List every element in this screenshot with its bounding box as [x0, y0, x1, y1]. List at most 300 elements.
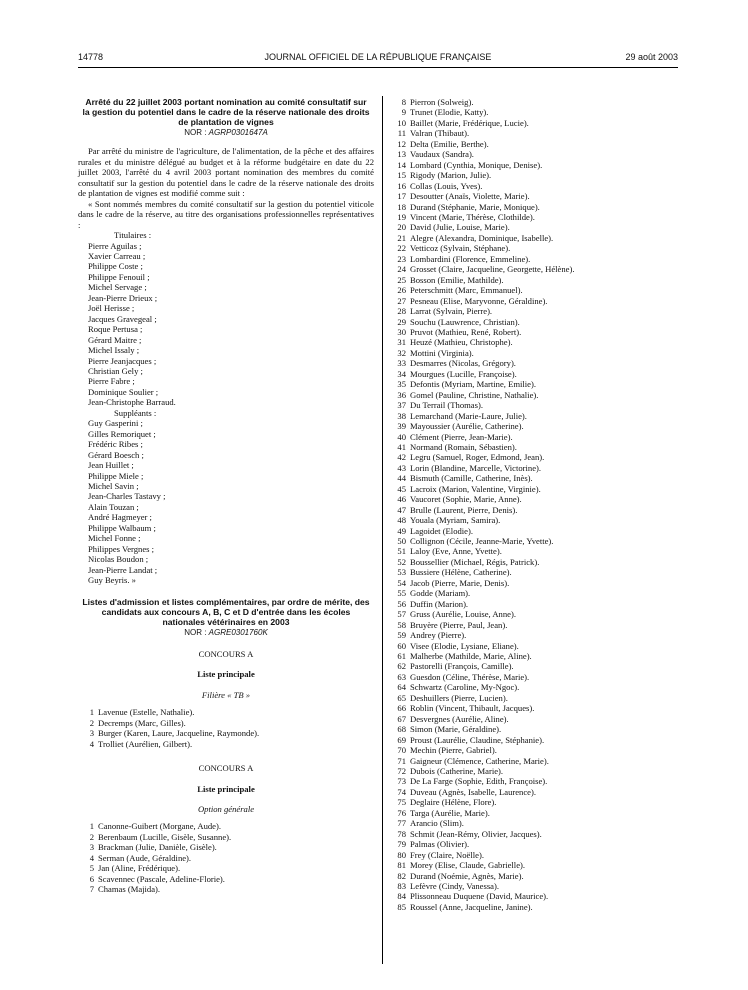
rank-number: 47 — [397, 504, 406, 515]
rank-number: 77 — [397, 818, 406, 829]
rank-number: 22 — [397, 243, 406, 254]
rank-number: 4 — [89, 852, 94, 863]
rank-number: 32 — [397, 347, 406, 358]
concours-heading: CONCOURS A — [198, 763, 254, 774]
candidate-name: Lemarchand (Marie-Laure, Julie). — [410, 410, 527, 421]
rank-number: 67 — [397, 713, 406, 724]
rank-number: 19 — [397, 211, 406, 222]
candidate-entry — [390, 609, 686, 619]
rank-number: 24 — [397, 264, 406, 275]
rank-number: 68 — [397, 724, 406, 735]
member-name: Gilles Remoriquet ; — [88, 428, 156, 439]
candidate-name: Visee (Elodie, Lysiane, Eliane). — [410, 640, 519, 651]
member-name: Jean-Pierre Landat ; — [88, 564, 158, 575]
candidate-name: Frey (Claire, Noëlle). — [410, 849, 484, 860]
candidate-entry — [390, 599, 686, 609]
candidate-entry — [390, 850, 686, 860]
candidate-entry — [390, 421, 686, 431]
candidate-entry — [390, 118, 686, 128]
issue-date: 29 août 2003 — [625, 52, 678, 62]
rank-number: 8 — [401, 97, 406, 107]
candidate-entry — [390, 128, 686, 138]
candidate-entry — [390, 369, 686, 379]
candidate-name: Bosson (Emilie, Mathilde). — [410, 274, 504, 285]
member-name: Joël Herisse ; — [88, 303, 135, 314]
nor-code: AGRP0301647A — [208, 128, 268, 137]
candidate-name: Chamas (Majida). — [98, 884, 161, 895]
candidate-name: Burger (Karen, Laure, Jacqueline, Raymonde). — [98, 728, 260, 739]
candidate-name: Roblin (Vincent, Thibault, Jacques). — [410, 703, 535, 714]
candidate-entry — [390, 473, 686, 483]
rank-number: 46 — [397, 494, 406, 505]
candidate-entry — [390, 463, 686, 473]
candidate-entry — [390, 515, 686, 525]
rank-number: 30 — [397, 326, 406, 337]
candidate-name: Schwartz (Caroline, My-Ngoc). — [410, 682, 520, 693]
candidate-entry — [390, 881, 686, 891]
candidate-name: Deshuillers (Pierre, Lucien). — [410, 692, 508, 703]
rank-number: 55 — [397, 588, 406, 599]
candidate-name: Durand (Noémie, Agnès, Marie). — [410, 870, 524, 881]
candidate-entry — [390, 243, 686, 253]
rank-number: 2 — [89, 717, 94, 728]
candidate-entry — [390, 839, 686, 849]
rank-number: 50 — [397, 536, 406, 547]
candidate-name: Larrat (Sylvain, Pierre). — [410, 306, 493, 317]
candidate-name: Vaudaux (Sandra). — [410, 149, 474, 160]
rank-number: 45 — [397, 483, 406, 494]
member-name: Michel Servage ; — [88, 282, 147, 293]
candidate-name: Pesneau (Elise, Maryvonne, Géraldine). — [410, 295, 548, 306]
rank-number: 29 — [397, 316, 406, 327]
candidate-name: Vaucoret (Sophie, Marie, Anne). — [410, 494, 522, 505]
candidate-entry — [78, 832, 374, 842]
candidate-entry — [390, 641, 686, 651]
candidate-name: Lombardini (Florence, Emmeline). — [410, 253, 531, 264]
candidate-entry — [390, 891, 686, 901]
candidate-entry — [390, 390, 686, 400]
rank-number: 21 — [397, 232, 406, 243]
liste-principale-heading: Liste principale — [197, 669, 255, 680]
candidate-name: Grosset (Claire, Jacqueline, Georgette, Hélène). — [410, 264, 575, 275]
candidate-name: Roussel (Anne, Jacqueline, Janine). — [410, 901, 533, 912]
candidate-entry — [390, 202, 686, 212]
candidate-name: Peterschmitt (Marc, Emmanuel). — [410, 285, 523, 296]
candidate-entry — [390, 442, 686, 452]
member-name: Guy Beyris. » — [88, 575, 136, 586]
candidate-name: Alegre (Alexandra, Dominique, Isabelle). — [410, 232, 554, 243]
candidate-name: Vetticoz (Sylvain, Stéphane). — [410, 243, 511, 254]
member-name: Christian Gely ; — [88, 365, 143, 376]
candidate-name: Palmas (Olivier). — [410, 839, 470, 850]
candidate-name: Jan (Aline, Frédérique). — [98, 863, 181, 874]
member-name: Alain Touzan ; — [88, 501, 139, 512]
candidate-name: Targa (Aurélie, Marie). — [410, 807, 490, 818]
rank-number: 73 — [397, 776, 406, 787]
nor-reference — [78, 128, 374, 138]
liste-principale-heading: Liste principale — [197, 783, 255, 794]
member-name: Gérard Maitre ; — [88, 334, 142, 345]
candidate-entry — [390, 306, 686, 316]
rank-number: 34 — [397, 368, 406, 379]
rank-number: 17 — [397, 191, 406, 202]
candidate-entry — [390, 275, 686, 285]
option-heading: Option générale — [197, 804, 255, 815]
candidate-name: Gruss (Aurélie, Louise, Anne). — [410, 609, 516, 620]
candidate-name: Mourgues (Lucille, Françoise). — [410, 368, 517, 379]
candidate-entry — [390, 714, 686, 724]
rank-number: 62 — [397, 661, 406, 672]
candidate-name: Defontis (Myriam, Martine, Emilie). — [410, 379, 537, 390]
candidate-name: Collas (Louis, Yves). — [410, 180, 483, 191]
candidate-entry — [390, 170, 686, 180]
member-name: Philippe Coste ; — [88, 261, 143, 272]
candidate-name: Decremps (Marc, Gilles). — [98, 717, 186, 728]
rank-number: 57 — [397, 609, 406, 620]
candidate-entry — [390, 630, 686, 640]
rank-number: 16 — [397, 180, 406, 191]
rank-number: 81 — [397, 860, 406, 871]
candidate-name: Boussellier (Michael, Régis, Patrick). — [410, 556, 540, 567]
member-name: Xavier Carreau ; — [88, 250, 146, 261]
candidate-entry — [390, 693, 686, 703]
rank-number: 64 — [397, 682, 406, 693]
rank-number: 1 — [89, 821, 94, 832]
left-column — [78, 97, 374, 895]
filiere-heading: Filière « TB » — [201, 689, 251, 700]
candidate-name: Bruyère (Pierre, Paul, Jean). — [410, 619, 508, 630]
member-name: Philippe Miele ; — [88, 470, 144, 481]
candidate-entry — [390, 337, 686, 347]
rank-number: 63 — [397, 671, 406, 682]
candidate-entry — [390, 348, 686, 358]
rank-number: 44 — [397, 473, 406, 484]
candidate-entry — [390, 107, 686, 117]
member-name: Jean Huillet ; — [88, 460, 134, 471]
candidate-entry — [390, 797, 686, 807]
rank-number: 1 — [89, 707, 94, 718]
candidate-entry — [390, 149, 686, 159]
rank-number: 79 — [397, 839, 406, 850]
candidate-name: Canonne-Guibert (Morgane, Aude). — [98, 821, 221, 832]
member-name: Jean-Pierre Drieux ; — [88, 292, 158, 303]
candidate-entry — [390, 724, 686, 734]
candidate-name: Bismuth (Camille, Catherine, Inès). — [410, 473, 533, 484]
candidate-entry — [390, 735, 686, 745]
candidate-name: Vincent (Marie, Thérèse, Clothilde). — [410, 211, 535, 222]
candidate-name: Bussiere (Hélène, Catherine). — [410, 567, 512, 578]
right-column — [390, 97, 686, 912]
candidate-entry — [390, 139, 686, 149]
candidate-name: Andrey (Pierre). — [410, 630, 467, 641]
candidate-entry — [390, 682, 686, 692]
candidate-entry — [390, 567, 686, 577]
candidate-name: Lacroix (Marion, Valentine, Virginie). — [410, 483, 541, 494]
rank-number: 3 — [89, 842, 94, 853]
candidate-name: Mayoussier (Aurélie, Catherine). — [410, 421, 524, 432]
candidate-entry — [390, 233, 686, 243]
candidate-entry — [390, 212, 686, 222]
candidate-name: Gomel (Pauline, Christine, Nathalie). — [410, 389, 539, 400]
candidate-name: Heuzé (Mathieu, Christophe). — [410, 337, 513, 348]
arrete-paragraph: Par arrêté du ministre de l'agriculture, de l'alimentation, de la pêche et des affaires rurales et du ministre délégué au budget et à la réforme budgétaire en date du 22 juillet 2003, l'arrêté du 4 avril 2003 portant nomination des membres du comité consultatif sur la gestion du potentiel dans le cadre de la réserve nationale des droits de plantation de vignes est modifié comme suit : — [78, 146, 374, 199]
candidate-entry — [390, 181, 686, 191]
member-name: Michel Savin ; — [88, 480, 139, 491]
rank-number: 33 — [397, 358, 406, 369]
member-name: Philippes Vergnes ; — [88, 543, 155, 554]
candidate-name: Dubois (Catherine, Marie). — [410, 766, 504, 776]
rank-number: 54 — [397, 577, 406, 588]
rank-number: 69 — [397, 734, 406, 745]
candidate-name: Du Terrail (Thomas). — [410, 400, 483, 411]
candidate-entry — [78, 707, 374, 717]
candidate-name: Brulle (Laurent, Pierre, Denis). — [410, 504, 518, 515]
rank-number: 58 — [397, 619, 406, 630]
candidate-entry — [390, 411, 686, 421]
candidate-name: Duffin (Marion). — [410, 598, 469, 609]
candidate-entry — [390, 379, 686, 389]
candidate-name: Jacob (Pierre, Marie, Denis). — [410, 577, 510, 588]
candidate-name: Gaigneur (Clémence, Catherine, Marie). — [410, 755, 549, 766]
candidate-entry — [78, 842, 374, 852]
candidate-name: Morey (Elise, Claude, Gabrielle). — [410, 860, 526, 871]
candidate-entry — [390, 871, 686, 881]
candidate-entry — [390, 808, 686, 818]
candidate-entry — [390, 578, 686, 588]
rank-number: 56 — [397, 598, 406, 609]
rank-number: 74 — [397, 786, 406, 797]
candidate-entry — [390, 97, 686, 107]
nor-code: AGRE0301760K — [208, 628, 268, 638]
candidate-name: Trolliet (Aurélien, Gilbert). — [98, 738, 193, 749]
candidate-entry — [390, 787, 686, 797]
rank-number: 27 — [397, 295, 406, 306]
candidate-entry — [390, 620, 686, 630]
rank-number: 26 — [397, 285, 406, 296]
nor-reference — [78, 628, 374, 638]
option-generale-list-continued — [390, 97, 686, 912]
candidate-name: David (Julie, Louise, Marie). — [410, 222, 510, 233]
listes-title: Listes d'admission et listes complémentaires, par ordre de mérite, des candidats aux concours A, B, C et D d'entrée dans les écoles nationales vétérinaires en 2003 — [82, 597, 370, 628]
candidate-entry — [78, 718, 374, 728]
candidate-entry — [390, 327, 686, 337]
rank-number: 83 — [397, 880, 406, 891]
rank-number: 51 — [397, 546, 406, 557]
filiere-tb-list — [78, 707, 374, 749]
candidate-entry — [390, 285, 686, 295]
rank-number: 84 — [397, 891, 406, 902]
rank-number: 76 — [397, 807, 406, 818]
candidate-name: Berenbaum (Lucille, Gisèle, Susanne). — [98, 831, 232, 842]
rank-number: 7 — [89, 884, 94, 895]
candidate-entry — [390, 557, 686, 567]
running-header — [78, 52, 678, 66]
candidate-name: Pruvot (Mathieu, René, Robert). — [410, 326, 522, 337]
candidate-name: Desvergnes (Aurélie, Aline). — [410, 713, 509, 724]
candidate-entry — [390, 296, 686, 306]
rank-number: 14 — [397, 159, 406, 170]
candidate-name: Lavenue (Estelle, Nathalie). — [98, 707, 195, 718]
rank-number: 4 — [89, 738, 94, 749]
member-name: Jean-Christophe Barraud. — [88, 397, 176, 408]
candidate-entry — [78, 884, 374, 894]
arrete-paragraph: « Sont nommés membres du comité consultatif sur la gestion du potentiel viticole dans le cadre de la réserve, au titre des organisations professionnelles représentatives : — [78, 198, 374, 230]
rank-number: 70 — [397, 745, 406, 756]
candidate-entry — [390, 829, 686, 839]
candidate-name: Plissonneau Duquene (David, Maurice). — [410, 891, 549, 902]
nor-label: NOR : — [184, 628, 209, 638]
candidate-entry — [390, 400, 686, 410]
member-name: Michel Fonne ; — [88, 533, 141, 544]
candidate-name: Delta (Emilie, Berthe). — [410, 138, 489, 149]
column-divider — [382, 96, 383, 964]
candidate-name: De La Farge (Sophie, Edith, Françoise). — [410, 776, 548, 787]
rank-number: 39 — [397, 421, 406, 432]
rank-number: 35 — [397, 379, 406, 390]
candidate-entry — [390, 703, 686, 713]
titulaires-list — [78, 241, 374, 408]
candidate-entry — [390, 536, 686, 546]
candidate-entry — [390, 191, 686, 201]
candidate-name: Pastorelli (François, Camille). — [410, 661, 514, 672]
candidate-name: Lefèvre (Cindy, Vanessa). — [410, 880, 500, 891]
candidate-entry — [390, 317, 686, 327]
rank-number: 80 — [397, 849, 406, 860]
candidate-entry — [78, 863, 374, 873]
rank-number: 13 — [397, 149, 406, 160]
candidate-entry — [390, 264, 686, 274]
candidate-entry — [390, 902, 686, 912]
rank-number: 71 — [397, 755, 406, 766]
candidate-entry — [78, 874, 374, 884]
rank-number: 12 — [397, 138, 406, 149]
candidate-name: Baillet (Marie, Frédérique, Lucie). — [410, 117, 529, 128]
nor-label: NOR : — [184, 128, 209, 137]
rank-number: 3 — [89, 728, 94, 739]
member-name: Pierre Aguilas ; — [88, 240, 142, 251]
candidate-entry — [390, 505, 686, 515]
candidate-name: Godde (Mariam). — [410, 588, 471, 599]
candidate-name: Pierron (Solweig). — [410, 97, 474, 107]
candidate-entry — [78, 853, 374, 863]
rank-number: 59 — [397, 630, 406, 641]
rank-number: 40 — [397, 431, 406, 442]
candidate-name: Durand (Stéphanie, Marie, Monique). — [410, 201, 540, 212]
rank-number: 78 — [397, 828, 406, 839]
rank-number: 36 — [397, 389, 406, 400]
header-rule — [78, 67, 678, 68]
candidate-name: Malherbe (Mathilde, Marie, Aline). — [410, 651, 532, 662]
candidate-name: Deglaire (Hélène, Flore). — [410, 797, 497, 808]
suppleants-list — [78, 418, 374, 585]
rank-number: 15 — [397, 170, 406, 181]
suppleants-heading: Suppléants : — [114, 407, 157, 418]
journal-title: JOURNAL OFFICIEL DE LA RÉPUBLIQUE FRANÇAISE — [264, 52, 492, 62]
member-name: Roque Pertusa ; — [88, 324, 143, 335]
candidate-name: Souchu (Lauwrence, Christian). — [410, 316, 520, 327]
candidate-name: Arancio (Slim). — [410, 818, 464, 829]
candidate-entry — [390, 432, 686, 442]
rank-number: 61 — [397, 651, 406, 662]
member-name: Michel Issaly ; — [88, 345, 140, 356]
rank-number: 43 — [397, 462, 406, 473]
candidate-entry — [390, 766, 686, 776]
member-name: Nicolas Boudon ; — [88, 554, 149, 565]
rank-number: 66 — [397, 703, 406, 714]
candidate-entry — [390, 526, 686, 536]
rank-number: 25 — [397, 274, 406, 285]
candidate-entry — [78, 821, 374, 831]
candidate-entry — [390, 651, 686, 661]
candidate-entry — [390, 494, 686, 504]
candidate-entry — [390, 546, 686, 556]
candidate-entry — [390, 776, 686, 786]
candidate-entry — [78, 728, 374, 738]
member-name: Jean-Charles Tastavy ; — [88, 491, 166, 502]
rank-number: 53 — [397, 567, 406, 578]
candidate-entry — [390, 222, 686, 232]
rank-number: 23 — [397, 253, 406, 264]
rank-number: 41 — [397, 441, 406, 452]
candidate-name: Rigody (Marion, Julie). — [410, 170, 492, 181]
candidate-entry — [78, 739, 374, 749]
rank-number: 38 — [397, 410, 406, 421]
member-name: Dominique Soulier ; — [88, 386, 159, 397]
candidate-entry — [390, 672, 686, 682]
rank-number: 10 — [397, 117, 406, 128]
candidate-name: Lorin (Blandine, Marcelle, Victorine). — [410, 462, 542, 473]
candidate-name: Guesdon (Céline, Thérèse, Marie). — [410, 671, 530, 682]
rank-number: 72 — [397, 766, 406, 776]
rank-number: 18 — [397, 201, 406, 212]
member-name: Philippe Walbaum ; — [88, 522, 156, 533]
rank-number: 28 — [397, 306, 406, 317]
candidate-entry — [390, 358, 686, 368]
candidate-entry — [390, 452, 686, 462]
rank-number: 65 — [397, 692, 406, 703]
member-name: Philippe Fenouil ; — [88, 271, 150, 282]
rank-number: 42 — [397, 452, 406, 463]
candidate-name: Lagoidet (Elodie). — [410, 525, 473, 536]
rank-number: 60 — [397, 640, 406, 651]
candidate-name: Proust (Laurélie, Claudine, Stéphanie). — [410, 734, 545, 745]
rank-number: 48 — [397, 515, 406, 526]
rank-number: 75 — [397, 797, 406, 808]
member-name: Jacques Gravegeal ; — [88, 313, 157, 324]
member-name: Guy Gasperini ; — [88, 418, 143, 429]
rank-number: 31 — [397, 337, 406, 348]
rank-number: 52 — [397, 556, 406, 567]
titulaires-heading: Titulaires : — [114, 230, 152, 241]
candidate-name: Lombard (Cynthia, Monique, Denise). — [410, 159, 543, 170]
candidate-name: Normand (Romain, Sébastien). — [410, 441, 517, 452]
candidate-entry — [390, 484, 686, 494]
candidate-name: Duveau (Agnès, Isabelle, Laurence). — [410, 786, 536, 797]
candidate-name: Trunet (Elodie, Katty). — [410, 107, 489, 118]
candidate-entry — [390, 745, 686, 755]
candidate-name: Brackman (Julie, Danièle, Gisèle). — [98, 842, 217, 853]
candidate-name: Collignon (Cécile, Jeanne-Marie, Yvette). — [410, 536, 554, 547]
candidate-name: Valran (Thibaut). — [410, 128, 470, 139]
rank-number: 37 — [397, 400, 406, 411]
rank-number: 85 — [397, 901, 406, 912]
candidate-name: Mechin (Pierre, Gabriel). — [410, 745, 497, 756]
rank-number: 11 — [397, 128, 406, 139]
option-generale-list — [78, 821, 374, 894]
candidate-entry — [390, 756, 686, 766]
rank-number: 49 — [397, 525, 406, 536]
page-number: 14778 — [78, 52, 104, 62]
